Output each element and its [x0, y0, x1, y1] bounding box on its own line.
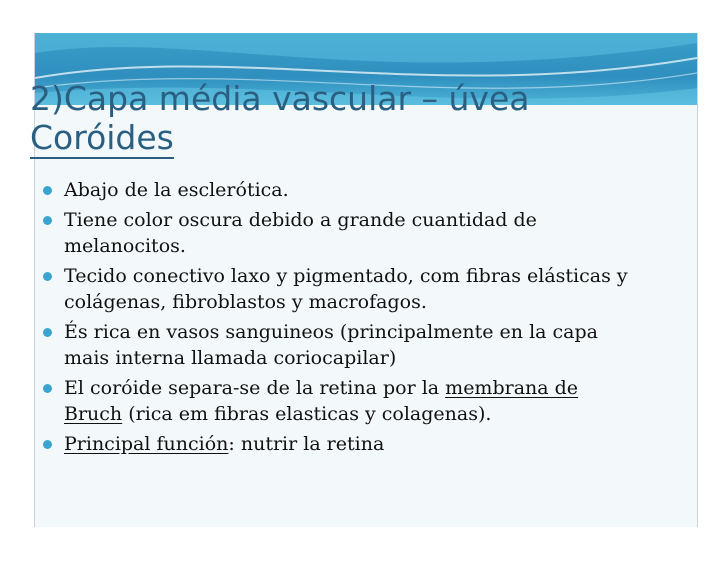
bullet-text-pre: El coróide separa-se de la retina por la [64, 377, 446, 399]
bullet-dot-icon [43, 216, 52, 225]
bullet-item [40, 263, 630, 315]
bullet-item [40, 177, 630, 203]
bullet-text: Tecido conectivo laxo y pigmentado, com fibras elásticas y colágenas, fibroblastos y macrofagos. [64, 265, 628, 313]
bullet-text: Abajo de la esclerótica. [64, 179, 289, 201]
bullet-item [40, 431, 630, 457]
bullet-text: Tiene color oscura debido a grande cuantidad de melanocitos. [64, 209, 537, 257]
bullet-item [40, 207, 630, 259]
bullet-item [40, 375, 630, 427]
bullet-dot-icon [43, 186, 52, 195]
bullet-dot-icon [43, 440, 52, 449]
bullet-text-post: (rica em fibras elasticas y colagenas). [122, 403, 492, 425]
title-line-2: Coróides [30, 118, 174, 157]
principal-funcion-link[interactable]: Principal función [64, 433, 229, 455]
bullet-text-post: : nutrir la retina [228, 433, 385, 455]
membrana-bruch-link[interactable]: membrana de Bruch [64, 377, 579, 425]
title-line-1: 2)Capa média vascular – úvea [30, 79, 530, 118]
slide-title [30, 79, 529, 159]
bullet-text: És rica en vasos sanguineos (principalmente en la capa mais interna llamada coriocapilar) [64, 321, 598, 369]
bullet-dot-icon [43, 328, 52, 337]
bullet-item [40, 319, 630, 371]
bullet-list [40, 177, 630, 461]
bullet-dot-icon [43, 384, 52, 393]
bullet-dot-icon [43, 272, 52, 281]
